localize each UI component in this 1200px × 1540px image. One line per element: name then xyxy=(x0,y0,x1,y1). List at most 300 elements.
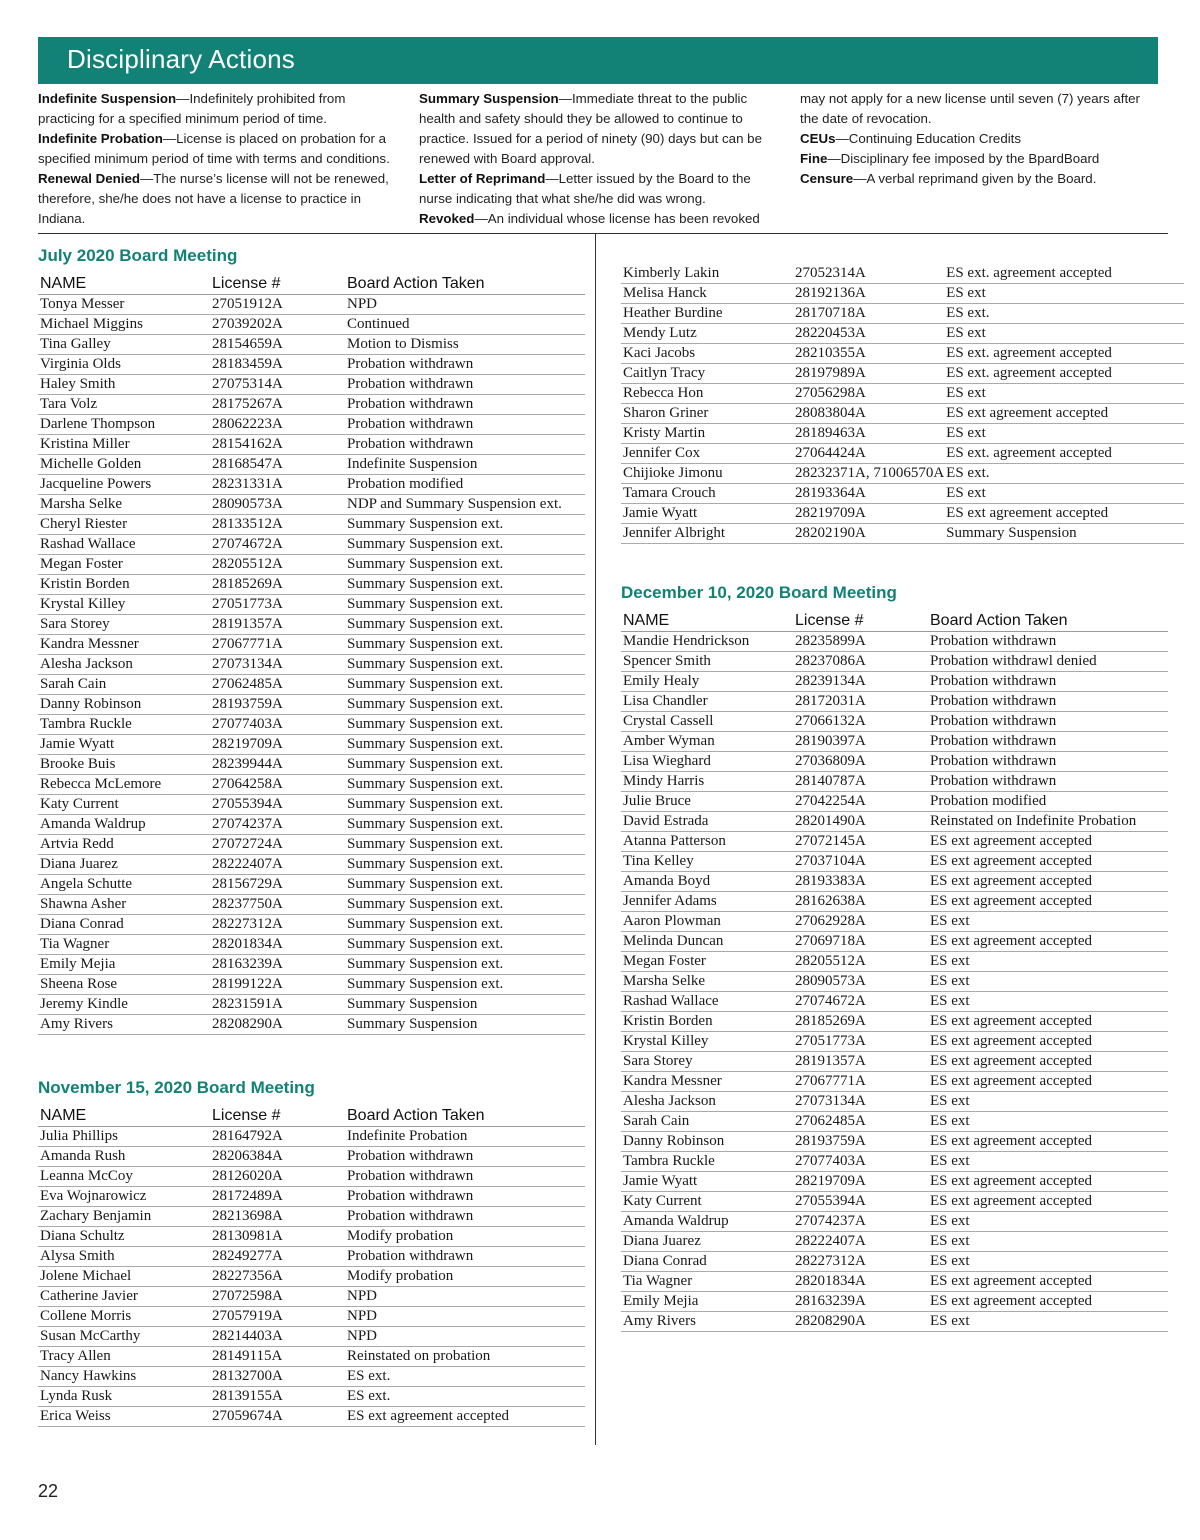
table-row xyxy=(38,635,585,655)
header-banner xyxy=(38,37,1158,84)
license-cell: 27055394A xyxy=(793,1192,928,1212)
section-title: July 2020 Board Meeting xyxy=(38,246,238,265)
license-cell: 27057919A xyxy=(210,1307,345,1327)
name-cell: Krystal Killey xyxy=(38,595,210,615)
license-cell: 28239944A xyxy=(210,755,345,775)
name-cell: Marsha Selke xyxy=(38,495,210,515)
table-row xyxy=(38,815,585,835)
action-cell: Probation withdrawn xyxy=(345,395,585,415)
table-row xyxy=(621,632,1168,652)
table-row xyxy=(38,975,585,995)
name-cell: Caitlyn Tracy xyxy=(621,364,793,384)
glossary-entry xyxy=(38,129,404,169)
license-cell: 28237750A xyxy=(210,895,345,915)
name-cell: Zachary Benjamin xyxy=(38,1207,210,1227)
action-cell: ES ext agreement accepted xyxy=(928,1052,1168,1072)
license-cell: 28193759A xyxy=(793,1132,928,1152)
column-header-license: License # xyxy=(210,274,345,295)
license-cell: 28219709A xyxy=(210,735,345,755)
license-cell: 28162638A xyxy=(793,892,928,912)
action-cell: Summary Suspension ext. xyxy=(345,855,585,875)
name-cell: Diana Conrad xyxy=(38,915,210,935)
table-row xyxy=(38,775,585,795)
action-cell: ES ext agreement accepted xyxy=(928,1012,1168,1032)
license-cell: 27077403A xyxy=(210,715,345,735)
name-cell: Jolene Michael xyxy=(38,1267,210,1287)
name-cell: Rashad Wallace xyxy=(621,992,793,1012)
glossary-entry xyxy=(800,89,1162,129)
name-cell: Katy Current xyxy=(38,795,210,815)
license-cell: 28139155A xyxy=(210,1387,345,1407)
table-row xyxy=(38,835,585,855)
table-row xyxy=(38,595,585,615)
name-cell: Katy Current xyxy=(621,1192,793,1212)
name-cell: Megan Foster xyxy=(621,952,793,972)
action-cell: Probation modified xyxy=(928,792,1168,812)
table-row xyxy=(621,1172,1168,1192)
table-row xyxy=(621,504,1184,524)
name-cell: Diana Schultz xyxy=(38,1227,210,1247)
action-cell: NPD xyxy=(345,295,585,315)
name-cell: Kaci Jacobs xyxy=(621,344,793,364)
name-cell: Tara Volz xyxy=(38,395,210,415)
table-row xyxy=(38,735,585,755)
action-cell: ES ext xyxy=(928,912,1168,932)
license-cell: 28205512A xyxy=(210,555,345,575)
action-cell: Summary Suspension ext. xyxy=(345,615,585,635)
action-cell: ES ext xyxy=(928,1212,1168,1232)
table-row xyxy=(621,1092,1168,1112)
action-cell: Probation withdrawn xyxy=(928,732,1168,752)
license-cell: 27064424A xyxy=(793,444,944,464)
table-row xyxy=(38,415,585,435)
action-cell: ES ext agreement accepted xyxy=(944,504,1184,524)
name-cell: Kandra Messner xyxy=(38,635,210,655)
action-cell: Probation withdrawn xyxy=(345,435,585,455)
disciplinary-table xyxy=(621,264,1184,544)
license-cell: 27072598A xyxy=(210,1287,345,1307)
table-row xyxy=(621,1112,1168,1132)
table-row xyxy=(621,712,1168,732)
license-cell: 27039202A xyxy=(210,315,345,335)
table-row xyxy=(38,895,585,915)
name-cell: Kristin Borden xyxy=(621,1012,793,1032)
table-row xyxy=(38,655,585,675)
action-cell: ES ext agreement accepted xyxy=(928,932,1168,952)
table-row xyxy=(38,1327,585,1347)
glossary-entry xyxy=(800,169,1162,189)
name-cell: Collene Morris xyxy=(38,1307,210,1327)
glossary-term: Revoked xyxy=(419,211,475,226)
table-row xyxy=(621,772,1168,792)
table-row xyxy=(38,335,585,355)
table-row xyxy=(621,792,1168,812)
name-cell: Tambra Ruckle xyxy=(38,715,210,735)
glossary-entry xyxy=(800,149,1162,169)
section-divider xyxy=(38,233,1168,234)
table-row xyxy=(38,475,585,495)
action-cell: Probation withdrawn xyxy=(345,1147,585,1167)
glossary-term: Letter of Reprimand xyxy=(419,171,546,186)
license-cell: 28208290A xyxy=(210,1015,345,1035)
table-row xyxy=(621,1312,1168,1332)
name-cell: Susan McCarthy xyxy=(38,1327,210,1347)
table-row xyxy=(621,852,1168,872)
table-row xyxy=(621,692,1168,712)
action-cell: Summary Suspension ext. xyxy=(345,595,585,615)
action-cell: Modify probation xyxy=(345,1227,585,1247)
license-cell: 28249277A xyxy=(210,1247,345,1267)
name-cell: Diana Juarez xyxy=(621,1232,793,1252)
action-cell: ES ext. xyxy=(944,464,1184,484)
table-row xyxy=(38,1347,585,1367)
table-row xyxy=(621,892,1168,912)
license-cell: 28231331A xyxy=(210,475,345,495)
name-cell: Sheena Rose xyxy=(38,975,210,995)
table-row xyxy=(621,284,1184,304)
action-cell: ES ext agreement accepted xyxy=(928,852,1168,872)
license-cell: 27051773A xyxy=(793,1032,928,1052)
name-cell: Kristin Borden xyxy=(38,575,210,595)
glossary-definition: —Immediate threat to the public health and safety should they be allowed to continue to practice. Issued for a period of ninety (90) days but can be renewed with Board approval. xyxy=(419,91,762,166)
action-cell: ES ext xyxy=(928,952,1168,972)
table-header-row xyxy=(38,1106,585,1127)
action-cell: ES ext. agreement accepted xyxy=(944,364,1184,384)
license-cell: 27062928A xyxy=(793,912,928,932)
name-cell: Virginia Olds xyxy=(38,355,210,375)
license-cell: 27067771A xyxy=(210,635,345,655)
table-row xyxy=(38,995,585,1015)
glossary-term: Indefinite Probation xyxy=(38,131,163,146)
table-row xyxy=(38,315,585,335)
name-cell: Emily Mejia xyxy=(38,955,210,975)
name-cell: Rebecca McLemore xyxy=(38,775,210,795)
section-title: November 15, 2020 Board Meeting xyxy=(38,1078,315,1097)
license-cell: 28126020A xyxy=(210,1167,345,1187)
glossary-entry xyxy=(419,89,781,169)
license-cell: 28062223A xyxy=(210,415,345,435)
column-header-action: Board Action Taken xyxy=(345,1106,585,1127)
table-row xyxy=(38,1307,585,1327)
table-row xyxy=(621,264,1184,284)
table-row xyxy=(621,672,1168,692)
table-row xyxy=(38,375,585,395)
name-cell: Mindy Harris xyxy=(621,772,793,792)
name-cell: Melisa Hanck xyxy=(621,284,793,304)
table-row xyxy=(621,1072,1168,1092)
table-header-row xyxy=(38,274,585,295)
disciplinary-table xyxy=(38,274,585,1035)
action-cell: ES ext agreement accepted xyxy=(928,1192,1168,1212)
action-cell: ES ext agreement accepted xyxy=(928,1292,1168,1312)
action-cell: ES ext agreement accepted xyxy=(944,404,1184,424)
table-row xyxy=(38,495,585,515)
column-header-license: License # xyxy=(210,1106,345,1127)
license-cell: 27073134A xyxy=(210,655,345,675)
license-cell: 28170718A xyxy=(793,304,944,324)
table-row xyxy=(38,1367,585,1387)
action-cell: Summary Suspension ext. xyxy=(345,975,585,995)
table-row xyxy=(621,912,1168,932)
table-row xyxy=(621,812,1168,832)
action-cell: Probation withdrawn xyxy=(928,632,1168,652)
action-cell: ES ext xyxy=(928,992,1168,1012)
page-number: 22 xyxy=(38,1481,59,1501)
license-cell: 27051912A xyxy=(210,295,345,315)
name-cell: Jennifer Cox xyxy=(621,444,793,464)
action-cell: Probation withdrawn xyxy=(345,415,585,435)
glossary-definition: —Indefinitely prohibited from practicing for a specified minimum period of time. xyxy=(38,91,346,126)
action-cell: Summary Suspension ext. xyxy=(345,895,585,915)
action-cell: ES ext xyxy=(928,1312,1168,1332)
action-cell: Summary Suspension xyxy=(944,524,1184,544)
action-cell: ES ext. xyxy=(345,1367,585,1387)
license-cell: 28219709A xyxy=(793,1172,928,1192)
license-cell: 27055394A xyxy=(210,795,345,815)
table-row xyxy=(38,1127,585,1147)
action-cell: ES ext. xyxy=(345,1387,585,1407)
name-cell: Amber Wyman xyxy=(621,732,793,752)
name-cell: Aaron Plowman xyxy=(621,912,793,932)
name-cell: Tambra Ruckle xyxy=(621,1152,793,1172)
license-cell: 28227312A xyxy=(793,1252,928,1272)
action-cell: ES ext. agreement accepted xyxy=(944,264,1184,284)
action-cell: Probation withdrawn xyxy=(345,1167,585,1187)
name-cell: Tamara Crouch xyxy=(621,484,793,504)
table-row xyxy=(621,1012,1168,1032)
action-cell: NPD xyxy=(345,1327,585,1347)
table-row xyxy=(38,615,585,635)
license-cell: 28154162A xyxy=(210,435,345,455)
name-cell: Krystal Killey xyxy=(621,1032,793,1052)
column-header-action: Board Action Taken xyxy=(928,611,1168,632)
license-cell: 28163239A xyxy=(793,1292,928,1312)
name-cell: Michael Miggins xyxy=(38,315,210,335)
license-cell: 28208290A xyxy=(793,1312,928,1332)
name-cell: Tia Wagner xyxy=(621,1272,793,1292)
action-cell: Summary Suspension ext. xyxy=(345,775,585,795)
license-cell: 28222407A xyxy=(793,1232,928,1252)
action-cell: Probation modified xyxy=(345,475,585,495)
table-row xyxy=(38,715,585,735)
name-cell: Tina Kelley xyxy=(621,852,793,872)
license-cell: 27077403A xyxy=(793,1152,928,1172)
action-cell: ES ext xyxy=(928,1152,1168,1172)
name-cell: Haley Smith xyxy=(38,375,210,395)
license-cell: 28213698A xyxy=(210,1207,345,1227)
name-cell: Amy Rivers xyxy=(621,1312,793,1332)
license-cell: 28193759A xyxy=(210,695,345,715)
license-cell: 28164792A xyxy=(210,1127,345,1147)
column-header-action: Board Action Taken xyxy=(345,274,585,295)
license-cell: 28202190A xyxy=(793,524,944,544)
action-cell: Indefinite Probation xyxy=(345,1127,585,1147)
table-row xyxy=(38,1227,585,1247)
license-cell: 27042254A xyxy=(793,792,928,812)
action-cell: Summary Suspension ext. xyxy=(345,835,585,855)
table-row xyxy=(621,1132,1168,1152)
name-cell: Melinda Duncan xyxy=(621,932,793,952)
license-cell: 28227312A xyxy=(210,915,345,935)
name-cell: Kristy Martin xyxy=(621,424,793,444)
table-row xyxy=(621,952,1168,972)
license-cell: 27074672A xyxy=(210,535,345,555)
name-cell: Lisa Chandler xyxy=(621,692,793,712)
license-cell: 28191357A xyxy=(793,1052,928,1072)
license-cell: 27059674A xyxy=(210,1407,345,1427)
license-cell: 28185269A xyxy=(210,575,345,595)
glossary-definition: —An individual whose license has been revoked xyxy=(474,211,760,226)
table-row xyxy=(621,1292,1168,1312)
november-2020-continued-section xyxy=(621,264,1184,544)
license-cell: 28175267A xyxy=(210,395,345,415)
name-cell: David Estrada xyxy=(621,812,793,832)
glossary-term: Summary Suspension xyxy=(419,91,559,106)
name-cell: Mendy Lutz xyxy=(621,324,793,344)
license-cell: 28133512A xyxy=(210,515,345,535)
table-row xyxy=(621,324,1184,344)
name-cell: Alesha Jackson xyxy=(38,655,210,675)
action-cell: ES ext agreement accepted xyxy=(928,872,1168,892)
action-cell: ES ext agreement accepted xyxy=(928,1272,1168,1292)
table-row xyxy=(38,1147,585,1167)
glossary-term: Fine xyxy=(800,151,828,166)
name-cell: Brooke Buis xyxy=(38,755,210,775)
page-title: Disciplinary Actions xyxy=(67,44,295,74)
glossary-column-1 xyxy=(38,89,404,229)
name-cell: Amanda Waldrup xyxy=(621,1212,793,1232)
action-cell: ES ext xyxy=(944,424,1184,444)
glossary-entry xyxy=(38,89,404,129)
action-cell: Probation withdrawn xyxy=(345,1187,585,1207)
name-cell: Julia Phillips xyxy=(38,1127,210,1147)
table-row xyxy=(38,1267,585,1287)
table-row xyxy=(621,464,1184,484)
table-row xyxy=(38,1167,585,1187)
action-cell: Modify probation xyxy=(345,1267,585,1287)
license-cell: 28090573A xyxy=(793,972,928,992)
license-cell: 27064258A xyxy=(210,775,345,795)
glossary-definition: —Disciplinary fee imposed by the BpardBoard xyxy=(827,151,1100,166)
name-cell: Tonya Messer xyxy=(38,295,210,315)
action-cell: ES ext xyxy=(928,1112,1168,1132)
action-cell: ES ext agreement accepted xyxy=(928,1132,1168,1152)
disciplinary-table xyxy=(38,1106,585,1427)
name-cell: Crystal Cassell xyxy=(621,712,793,732)
license-cell: 28154659A xyxy=(210,335,345,355)
name-cell: Amanda Rush xyxy=(38,1147,210,1167)
action-cell: NDP and Summary Suspension ext. xyxy=(345,495,585,515)
license-cell: 27066132A xyxy=(793,712,928,732)
license-cell: 28201834A xyxy=(210,935,345,955)
license-cell: 28191357A xyxy=(210,615,345,635)
table-row xyxy=(621,992,1168,1012)
table-row xyxy=(38,935,585,955)
license-cell: 27052314A xyxy=(793,264,944,284)
action-cell: Summary Suspension xyxy=(345,1015,585,1035)
action-cell: Indefinite Suspension xyxy=(345,455,585,475)
column-header-name: NAME xyxy=(621,611,793,632)
action-cell: ES ext xyxy=(944,284,1184,304)
license-cell: 28189463A xyxy=(793,424,944,444)
license-cell: 27075314A xyxy=(210,375,345,395)
name-cell: Erica Weiss xyxy=(38,1407,210,1427)
license-cell: 28172489A xyxy=(210,1187,345,1207)
table-row xyxy=(621,1212,1168,1232)
name-cell: Jamie Wyatt xyxy=(621,504,793,524)
name-cell: Sharon Griner xyxy=(621,404,793,424)
table-row xyxy=(621,932,1168,952)
action-cell: NPD xyxy=(345,1287,585,1307)
action-cell: Summary Suspension ext. xyxy=(345,655,585,675)
glossary-definition: may not apply for a new license until seven (7) years after the date of revocation. xyxy=(800,91,1140,126)
name-cell: Danny Robinson xyxy=(621,1132,793,1152)
name-cell: Darlene Thompson xyxy=(38,415,210,435)
section-title: December 10, 2020 Board Meeting xyxy=(621,583,897,602)
name-cell: Diana Juarez xyxy=(38,855,210,875)
license-cell: 28231591A xyxy=(210,995,345,1015)
table-row xyxy=(38,915,585,935)
name-cell: Shawna Asher xyxy=(38,895,210,915)
name-cell: Sara Storey xyxy=(621,1052,793,1072)
action-cell: ES ext xyxy=(928,1092,1168,1112)
license-cell: 28193383A xyxy=(793,872,928,892)
action-cell: ES ext agreement accepted xyxy=(928,1172,1168,1192)
column-header-license: License # xyxy=(793,611,928,632)
name-cell: Tina Galley xyxy=(38,335,210,355)
table-row xyxy=(621,1232,1168,1252)
action-cell: Summary Suspension ext. xyxy=(345,555,585,575)
table-row xyxy=(38,1287,585,1307)
table-row xyxy=(38,555,585,575)
glossary-definition: —Continuing Education Credits xyxy=(835,131,1022,146)
action-cell: Summary Suspension xyxy=(345,995,585,1015)
table-row xyxy=(621,384,1184,404)
table-row xyxy=(621,304,1184,324)
table-row xyxy=(621,1192,1168,1212)
name-cell: Chijioke Jimonu xyxy=(621,464,793,484)
license-cell: 28227356A xyxy=(210,1267,345,1287)
license-cell: 28197989A xyxy=(793,364,944,384)
name-cell: Mandie Hendrickson xyxy=(621,632,793,652)
action-cell: ES ext. agreement accepted xyxy=(944,344,1184,364)
license-cell: 27062485A xyxy=(793,1112,928,1132)
action-cell: ES ext agreement accepted xyxy=(928,892,1168,912)
license-cell: 27074237A xyxy=(793,1212,928,1232)
action-cell: Summary Suspension ext. xyxy=(345,695,585,715)
license-cell: 28199122A xyxy=(210,975,345,995)
december-2020-section xyxy=(621,583,1168,1332)
name-cell: Jamie Wyatt xyxy=(621,1172,793,1192)
july-2020-section xyxy=(38,246,585,1035)
glossary-entry xyxy=(800,129,1162,149)
license-cell: 28239134A xyxy=(793,672,928,692)
name-cell: Kimberly Lakin xyxy=(621,264,793,284)
action-cell: Probation withdrawn xyxy=(928,712,1168,732)
license-cell: 27051773A xyxy=(210,595,345,615)
name-cell: Julie Bruce xyxy=(621,792,793,812)
name-cell: Jacqueline Powers xyxy=(38,475,210,495)
table-row xyxy=(621,444,1184,464)
glossary-term: CEUs xyxy=(800,131,836,146)
action-cell: ES ext xyxy=(944,384,1184,404)
table-row xyxy=(38,1207,585,1227)
license-cell: 28210355A xyxy=(793,344,944,364)
name-cell: Atanna Patterson xyxy=(621,832,793,852)
action-cell: Probation withdrawn xyxy=(345,1207,585,1227)
table-row xyxy=(621,1252,1168,1272)
license-cell: 28185269A xyxy=(793,1012,928,1032)
